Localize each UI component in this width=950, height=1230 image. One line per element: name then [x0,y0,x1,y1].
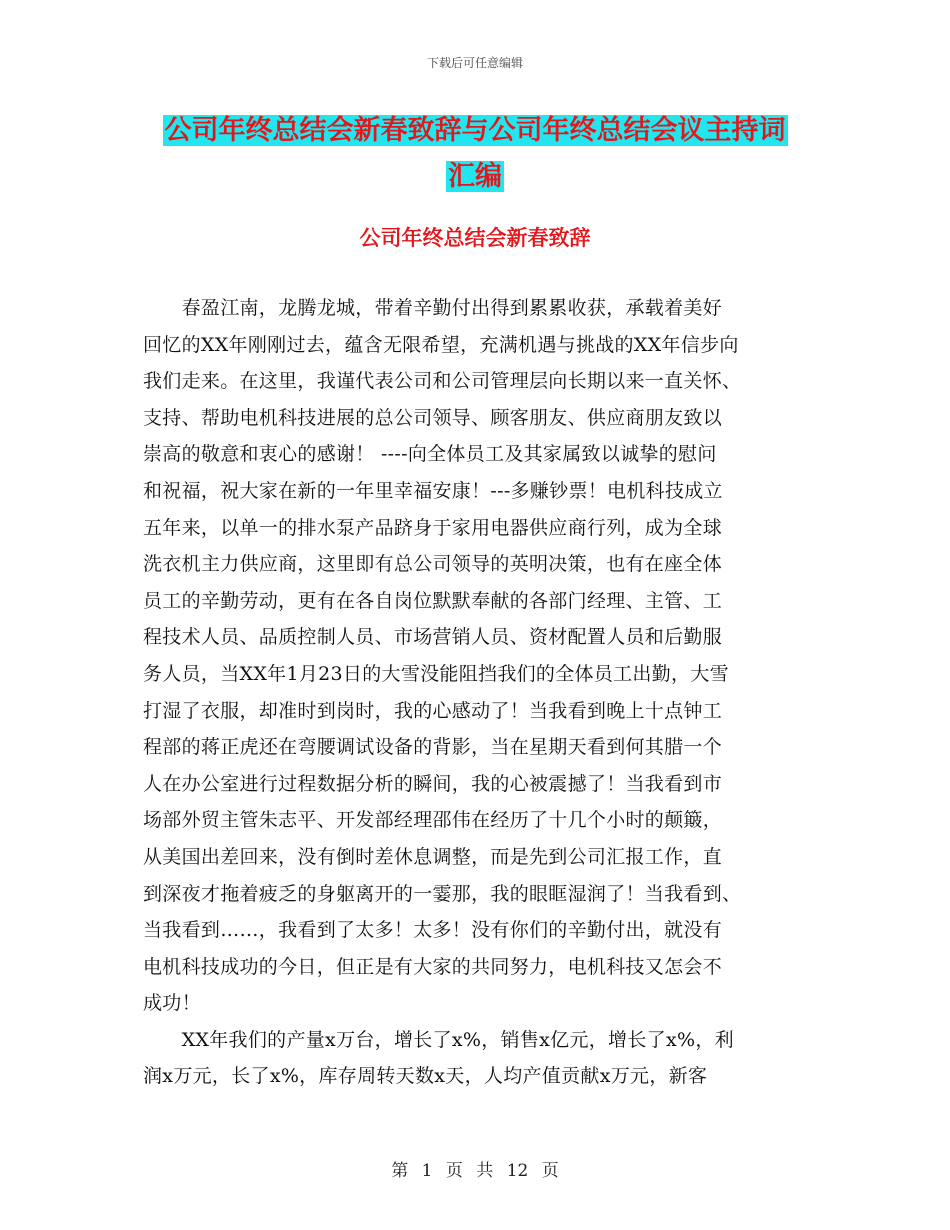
body-line: 支持、帮助电机科技进展的总公司领导、顾客朋友、供应商朋友致以 [143,406,723,429]
document-title-line-1 [140,108,810,154]
body-line: 润x万元，长了x%，库存周转天数x天，人均产值贡献x万元，新客 [143,1065,708,1088]
body-line: 我们走来。在这里，我谨代表公司和公司管理层向长期以来一直关怀、 [143,370,742,393]
body-line: 洗衣机主力供应商，这里即有总公司领导的英明决策，也有在座全体 [143,553,723,576]
document-title [140,108,810,200]
body-line: 春盈江南，龙腾龙城，带着辛勤付出得到累累收获，承载着美好 [143,297,723,319]
body-text [143,290,807,1095]
body-line: 场部外贸主管朱志平、开发部经理邵伟在经历了十几个小时的颠簸， [143,809,723,832]
header-note: 下载后可任意编辑 [426,56,523,70]
body-line: 电机科技成功的今日，但正是有大家的共同努力，电机科技又怎会不 [143,955,723,978]
body-line: 员工的辛勤劳动，更有在各自岗位默默奉献的各部门经理、主管、工 [143,589,723,612]
body-line: 和祝福，祝大家在新的一年里幸福安康！---多赚钞票！电机科技成立 [143,479,723,502]
body-line: 成功！ [143,992,201,1015]
body-line: XX年我们的产量x万台，增长了x%，销售x亿元，增长了x%，利 [143,1028,734,1051]
title-line-2-text: 汇编 [448,161,502,192]
footer-label-page: 第 [391,1161,409,1181]
title-line-1-text: 公司年终总结会新春致辞与公司年终总结会议主持词 [164,115,786,146]
footer-label-unit-2: 页 [541,1161,559,1181]
body-line: 崇高的敬意和衷心的感谢！ ----向全体员工及其家属致以诚挚的慰问 [143,443,717,466]
body-line: 到深夜才拖着疲乏的身躯离开的一霎那，我的眼眶湿润了！当我看到、 [143,882,742,905]
footer-label-total: 共 [476,1161,494,1181]
footer-total-pages: 12 [506,1161,529,1181]
body-line: 务人员，当XX年1月23日的大雪没能阻挡我们的全体员工出勤，大雪 [143,662,729,685]
body-line: 人在办公室进行过程数据分析的瞬间，我的心被震撼了！当我看到市 [143,772,723,795]
body-line: 程部的蒋正虎还在弯腰调试设备的背影，当在星期天看到何其腊一个 [143,736,723,759]
section-title: 公司年终总结会新春致辞 [359,226,591,250]
page-footer [0,1156,950,1181]
footer-label-unit: 页 [445,1161,463,1181]
footer-current-page: 1 [421,1161,433,1181]
body-line: 打湿了衣服，却准时到岗时，我的心感动了！当我看到晚上十点钟工 [143,699,723,722]
body-line: 从美国出差回来，没有倒时差休息调整，而是先到公司汇报工作，直 [143,845,723,868]
document-title-line-2 [140,154,810,200]
body-line: 五年来，以单一的排水泵产品跻身于家用电器供应商行列，成为全球 [143,516,723,539]
body-line: 回忆的XX年刚刚过去，蕴含无限希望，充满机遇与挑战的XX年信步向 [143,333,739,356]
body-line: 当我看到……，我看到了太多！太多！没有你们的辛勤付出，就没有 [143,919,723,942]
body-line: 程技术人员、品质控制人员、市场营销人员、资材配置人员和后勤服 [143,626,723,649]
